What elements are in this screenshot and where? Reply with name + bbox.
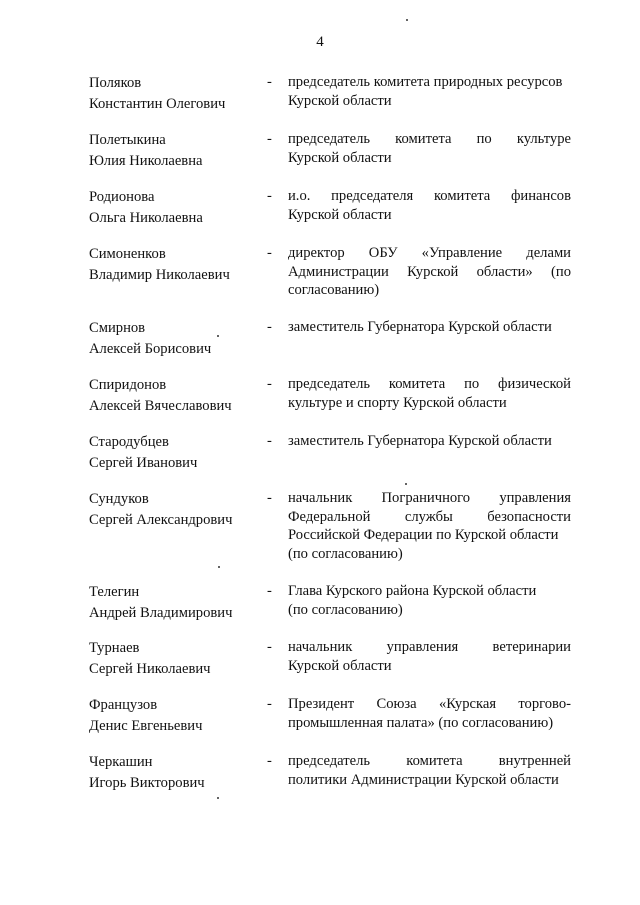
member-position <box>288 73 571 110</box>
member-given-names: Алексей Борисович <box>89 341 212 357</box>
member-name <box>89 187 264 229</box>
dash-separator: - <box>267 74 272 90</box>
member-surname: Родионова <box>89 189 155 205</box>
position-line: директор ОБУ «Управление делами <box>288 245 571 261</box>
member-position <box>288 375 571 412</box>
member-given-names: Сергей Николаевич <box>89 661 211 677</box>
position-line: Курской области <box>288 92 392 109</box>
member-name <box>89 375 264 417</box>
member-given-names: Юлия Николаевна <box>89 153 203 169</box>
member-position <box>288 130 571 167</box>
position-line: и.о. председателя комитета финансов <box>288 188 571 204</box>
dash-separator: - <box>267 753 272 769</box>
member-surname: Сундуков <box>89 491 149 507</box>
member-position <box>288 244 571 300</box>
position-line: политики Администрации Курской области <box>288 771 559 788</box>
member-surname: Поляков <box>89 75 142 91</box>
member-name <box>89 244 264 286</box>
position-line: Российской Федерации по Курской области <box>288 527 559 543</box>
position-line: председатель комитета по культуре <box>288 131 571 147</box>
member-position <box>288 489 571 563</box>
member-surname: Спиридонов <box>89 377 167 393</box>
scan-speck <box>218 566 220 568</box>
member-name <box>89 695 264 737</box>
scan-speck <box>217 797 219 799</box>
dash-separator: - <box>267 188 272 204</box>
dash-separator: - <box>267 490 272 506</box>
position-line: согласованию) <box>288 282 380 298</box>
member-surname: Смирнов <box>89 320 146 336</box>
member-position <box>288 318 571 337</box>
member-surname: Турнаев <box>89 640 140 656</box>
member-given-names: Владимир Николаевич <box>89 267 230 283</box>
member-given-names: Денис Евгеньевич <box>89 718 203 734</box>
page-number: 4 <box>316 34 324 50</box>
dash-separator: - <box>267 583 272 599</box>
member-position <box>288 752 571 789</box>
position-line: Федеральной службы безопасности <box>288 508 571 525</box>
position-line: председатель комитета внутренней <box>288 753 571 769</box>
position-line: Курской области <box>288 657 392 674</box>
position-line: (по согласованию) <box>288 601 403 618</box>
member-name <box>89 432 264 474</box>
member-name <box>89 752 264 794</box>
position-line: промышленная палата» (по согласованию) <box>288 714 554 731</box>
position-line: Глава Курского района Курской области <box>288 583 537 599</box>
member-given-names: Константин Олегович <box>89 96 226 112</box>
position-line: Администрации Курской области» (по <box>288 263 571 280</box>
dash-separator: - <box>267 376 272 392</box>
member-given-names: Игорь Викторович <box>89 775 205 791</box>
member-name <box>89 130 264 172</box>
member-surname: Симоненков <box>89 246 166 262</box>
position-line: (по согласованию) <box>288 545 403 562</box>
member-name <box>89 489 264 531</box>
member-given-names: Ольга Николаевна <box>89 210 203 226</box>
member-name <box>89 638 264 680</box>
member-name <box>89 73 264 115</box>
position-line: председатель комитета природных ресурсов <box>288 74 563 90</box>
dash-separator: - <box>267 639 272 655</box>
dash-separator: - <box>267 131 272 147</box>
member-position <box>288 695 571 732</box>
member-given-names: Сергей Иванович <box>89 455 198 471</box>
member-position <box>288 582 571 619</box>
member-given-names: Андрей Владимирович <box>89 605 233 621</box>
member-name <box>89 582 264 624</box>
dash-separator: - <box>267 245 272 261</box>
position-line: начальник управления ветеринарии <box>288 639 571 655</box>
position-line: культуре и спорту Курской области <box>288 394 507 411</box>
position-line: председатель комитета по физической <box>288 376 571 392</box>
scan-speck <box>405 483 407 485</box>
member-given-names: Сергей Александрович <box>89 512 233 528</box>
member-surname: Черкашин <box>89 754 153 770</box>
position-line: начальник Пограничного управления <box>288 490 571 506</box>
dash-separator: - <box>267 696 272 712</box>
member-surname: Французов <box>89 697 158 713</box>
member-given-names: Алексей Вячеславович <box>89 398 232 414</box>
position-line: Президент Союза «Курская торгово- <box>288 696 571 712</box>
member-surname: Телегин <box>89 584 140 600</box>
dash-separator: - <box>267 433 272 449</box>
position-line: Курской области <box>288 206 392 223</box>
member-position <box>288 638 571 675</box>
member-surname: Стародубцев <box>89 434 169 450</box>
member-position <box>288 187 571 224</box>
member-position <box>288 432 571 451</box>
scan-speck <box>406 19 408 21</box>
member-surname: Полетыкина <box>89 132 166 148</box>
dash-separator: - <box>267 319 272 335</box>
member-name <box>89 318 264 360</box>
position-line: Курской области <box>288 149 392 166</box>
position-line: заместитель Губернатора Курской области <box>288 319 552 335</box>
position-line: заместитель Губернатора Курской области <box>288 433 552 449</box>
